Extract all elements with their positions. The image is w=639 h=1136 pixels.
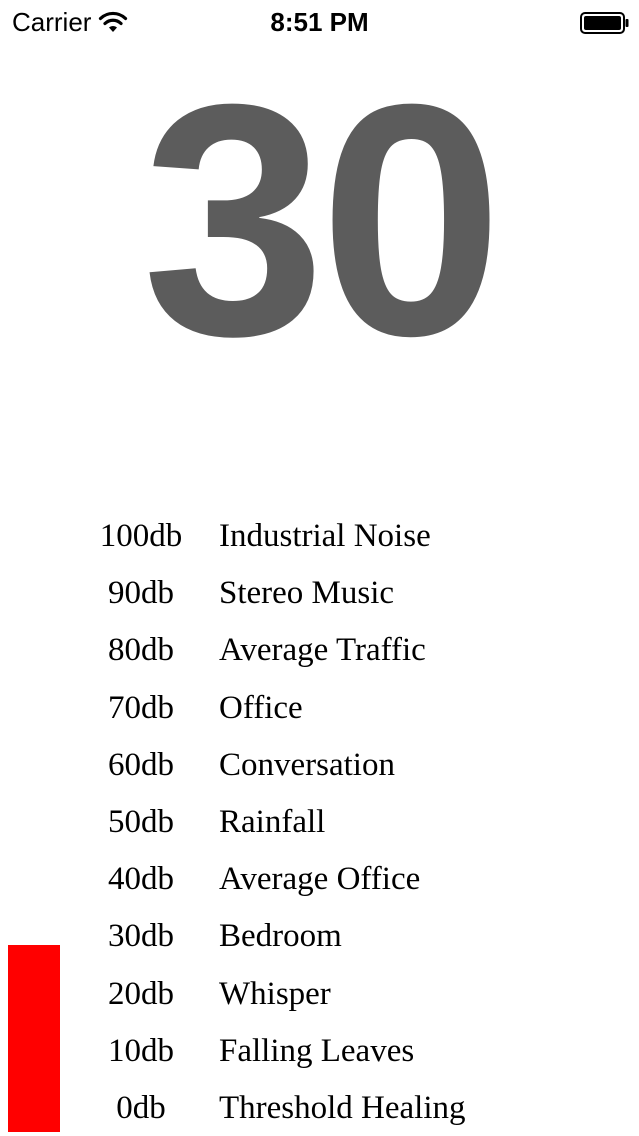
scale-row [0, 796, 639, 853]
scale-label: Office [219, 689, 303, 726]
scale-label: Whisper [219, 975, 331, 1012]
scale-label: Threshold Healing [219, 1089, 466, 1126]
scale-row [0, 624, 639, 681]
scale-label: Rainfall [219, 803, 326, 840]
scale-row [0, 1025, 639, 1082]
scale-label: Falling Leaves [219, 1032, 415, 1069]
scale-row [0, 1082, 639, 1136]
status-time: 8:51 PM [270, 7, 369, 37]
scale-level: 50db [108, 803, 174, 840]
scale-label: Bedroom [219, 918, 342, 955]
scale-level: 90db [108, 575, 174, 612]
scale-level: 10db [108, 1032, 174, 1069]
scale-level: 0db [116, 1089, 166, 1126]
scale-level: 70db [108, 689, 174, 726]
scale-label: Average Office [219, 861, 421, 898]
decibel-scale [0, 510, 639, 1136]
scale-label: Conversation [219, 746, 395, 783]
scale-level: 30db [108, 918, 174, 955]
scale-row [0, 910, 639, 967]
scale-level: 80db [108, 632, 174, 669]
scale-level: 20db [108, 975, 174, 1012]
scale-label: Industrial Noise [219, 518, 431, 554]
carrier-name: Carrier [12, 7, 92, 37]
scale-row [0, 968, 639, 1025]
scale-level: 40db [108, 861, 174, 898]
scale-row [0, 739, 639, 796]
scale-label: Stereo Music [219, 575, 395, 612]
scale-row [0, 510, 639, 567]
scale-level: 60db [108, 746, 174, 783]
scale-level: 100db [99, 518, 183, 554]
decibel-reading: 30 [141, 35, 498, 404]
scale-row [0, 853, 639, 910]
scale-label: Average Traffic [219, 632, 426, 669]
scale-row [0, 682, 639, 739]
scale-row [0, 567, 639, 624]
battery-full-icon [580, 12, 630, 34]
